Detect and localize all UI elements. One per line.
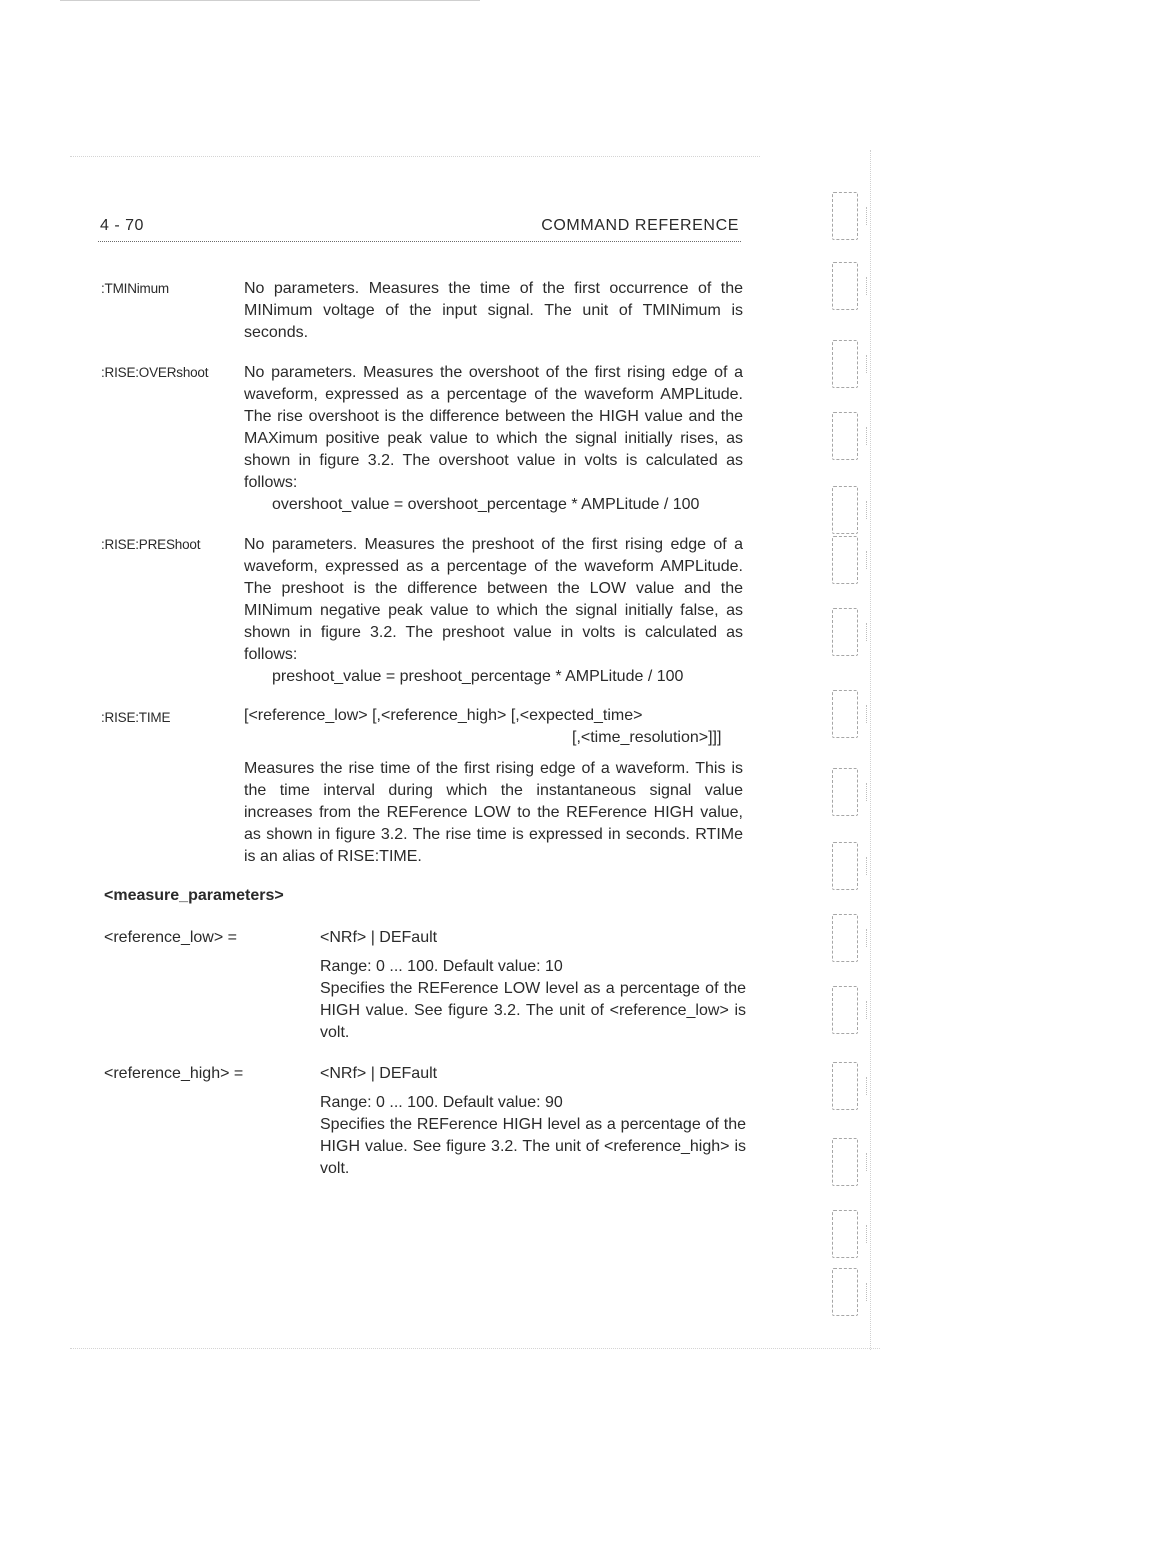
tab-mark: [832, 690, 858, 738]
scan-dots-bottom: [70, 1348, 880, 1349]
tab-mark: [832, 340, 858, 388]
param-reference-high-name: <reference_high> =: [104, 1065, 244, 1082]
desc-rise-overshoot: [244, 362, 743, 516]
scan-dots-top: [70, 156, 760, 157]
tab-mark: [832, 192, 858, 240]
param-range: Range: 0 ... 100. Default value: 90: [320, 1094, 563, 1111]
param-reference-low-name: <reference_low> =: [104, 929, 237, 946]
overshoot-formula: overshoot_value = overshoot_percentage * AMPLitude / 100: [272, 496, 700, 513]
scan-edge-line: [60, 0, 480, 1]
desc-text: Measures the rise time of the first rising edge of a waveform. This is the time interval during which the instantaneous signal value increases from the REFerence LOW to the REFerence HIGH value, as shown in figure 3.2. The rise time is expressed in seconds. RTIMe is an alias of RISE:TIME.: [244, 760, 743, 865]
param-text: Specifies the REFerence LOW level as a percentage of the HIGH value. See figure 3.2. The unit of <reference_low> is volt.: [320, 980, 746, 1041]
page-header: [98, 217, 741, 242]
strip-line: [870, 150, 871, 1350]
tab-mark: [832, 986, 858, 1034]
tab-mark: [832, 608, 858, 656]
measure-parameters-heading: <measure_parameters>: [104, 887, 284, 904]
tab-mark: [832, 1210, 858, 1258]
tab-mark: [832, 1138, 858, 1186]
desc-text: No parameters. Measures the time of the first occurrence of the MINimum voltage of the input signal. The unit of TMINimum is seconds.: [244, 280, 743, 341]
param-reference-low-type: <NRf> | DEFault: [320, 929, 438, 946]
tab-mark: [832, 914, 858, 962]
param-text: Specifies the REFerence HIGH level as a percentage of the HIGH value. See figure 3.2. The unit of <reference_high> is volt.: [320, 1116, 746, 1177]
param-range: Range: 0 ... 100. Default value: 10: [320, 958, 563, 975]
term-rise-time: :RISE:TIME: [101, 710, 171, 725]
term-rise-preshoot: :RISE:PREShoot: [101, 537, 201, 552]
tab-mark: [832, 486, 858, 534]
tab-mark: [832, 1268, 858, 1316]
page-title: COMMAND REFERENCE: [541, 217, 739, 234]
term-tminimum: :TMINimum: [101, 281, 169, 296]
desc-tminimum: [244, 278, 743, 344]
desc-text: No parameters. Measures the overshoot of the first rising edge of a waveform, expressed as a percentage of the waveform AMPLitude. The rise overshoot is the difference between the HIGH value and the MAXimum positive peak value to which the signal initially rises, as shown in figure 3.2. The overshoot value in volts is calculated as follows:: [244, 364, 743, 491]
tab-mark: [832, 842, 858, 890]
term-rise-overshoot: :RISE:OVERshoot: [101, 365, 209, 380]
tab-mark: [832, 536, 858, 584]
desc-rise-preshoot: [244, 534, 743, 688]
tab-mark: [832, 262, 858, 310]
tab-mark: [832, 1062, 858, 1110]
preshoot-formula: preshoot_value = preshoot_percentage * AMPLitude / 100: [272, 668, 684, 685]
desc-rise-time: [244, 758, 743, 868]
rise-time-syntax-line2: [,<time_resolution>]]]: [572, 729, 722, 746]
desc-text: No parameters. Measures the preshoot of the first rising edge of a waveform, expressed as a percentage of the waveform AMPLitude. The preshoot is the difference between the LOW value and the MINimum negative peak value to which the signal initially false, as shown in figure 3.2. The preshoot value in volts is calculated as follows:: [244, 536, 743, 663]
page-number: 4 - 70: [100, 217, 144, 234]
rise-time-syntax-line1: [<reference_low> [,<reference_high> [,<expected_time>: [244, 707, 643, 724]
index-tab-strip: [818, 150, 898, 1350]
param-reference-low-desc: [320, 956, 746, 1044]
tab-mark: [832, 768, 858, 816]
tab-mark: [832, 412, 858, 460]
param-reference-high-type: <NRf> | DEFault: [320, 1065, 438, 1082]
param-reference-high-desc: [320, 1092, 746, 1180]
